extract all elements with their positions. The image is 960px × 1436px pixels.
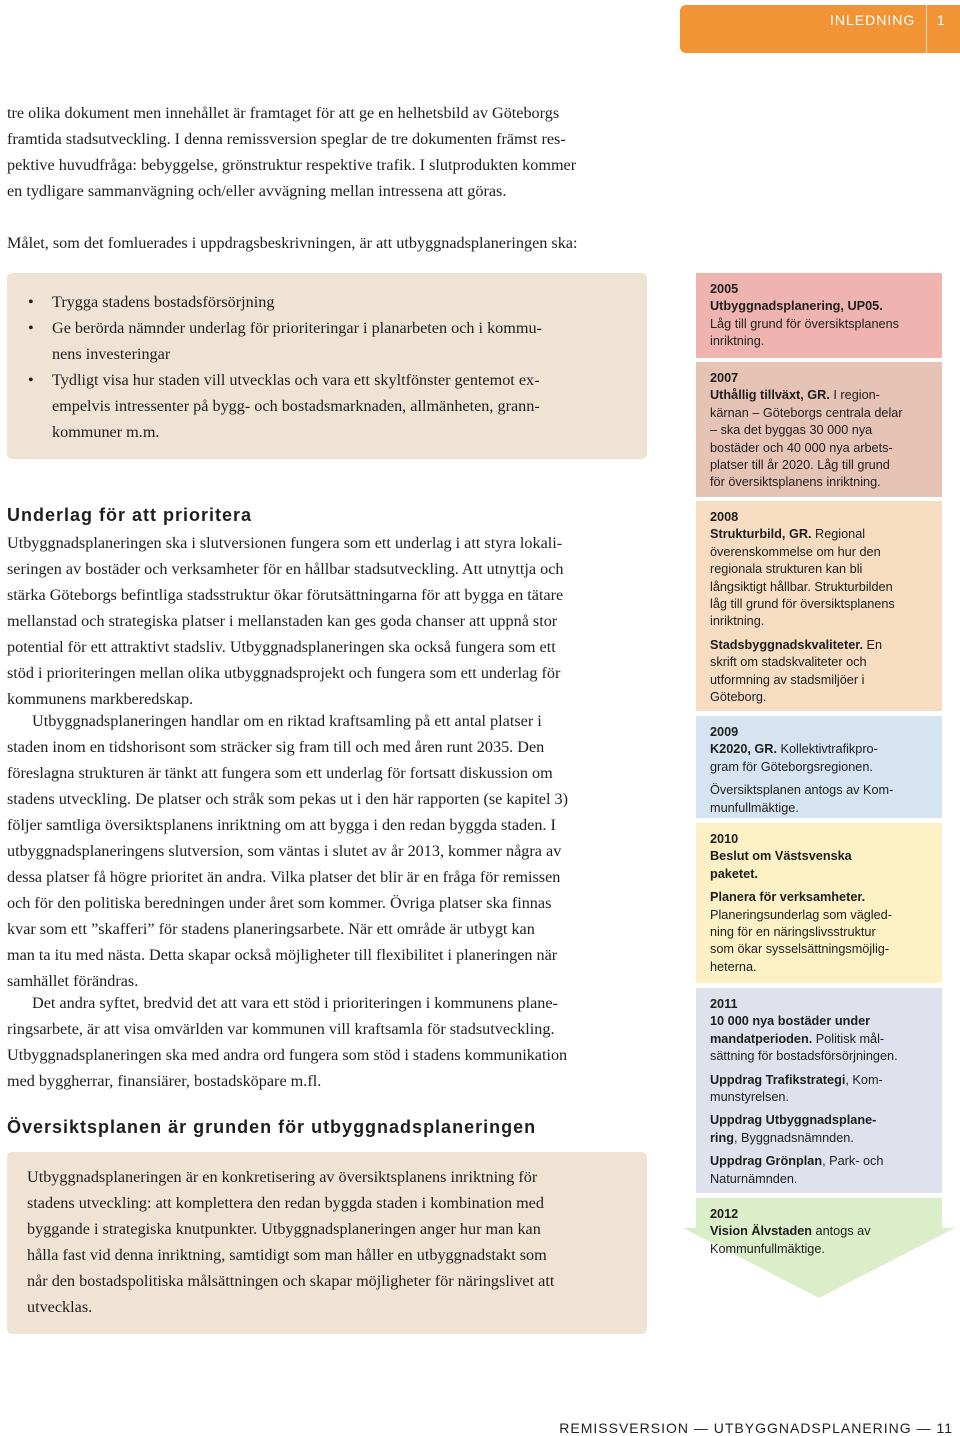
timeline-year: 2010	[710, 832, 739, 846]
timeline-text-line: Planeringsunderlag som vägled-	[710, 907, 892, 922]
timeline-year: 2005	[710, 282, 739, 296]
timeline-entry-2007	[696, 362, 942, 497]
text-line: en tydligare sammanvägning och/eller avvägning mellan intressena att göras.	[7, 182, 507, 200]
goal-sentence: Målet, som det fomluerades i uppdragsbeskrivningen, är att utbyggnadsplaneringen ska:	[7, 234, 578, 252]
text-line: Det andra syftet, bredvid det att vara ett stöd i prioriteringen i kommunens plane-	[32, 994, 558, 1012]
timeline-year: 2007	[710, 371, 739, 385]
chapter-tab-divider	[926, 5, 927, 53]
text-line: man ta itu med nästa. Detta skapar också möjligheter till flexibilitet i planeringen när	[7, 946, 558, 964]
timeline-text-line: platser till år 2020. Låg till grund	[710, 458, 890, 473]
text-line: potential för ett attraktivt stadsliv. Utbyggnadsplaneringen ska också fungera som ett	[7, 638, 556, 656]
text-line: Utbyggnadsplaneringen ska med andra ord fungera som stöd i stadens kommunikation	[7, 1046, 568, 1064]
timeline-text-line: låg till grund för översiktsplanens	[710, 597, 895, 612]
timeline-text-line: bostäder och 40 000 nya arbets-	[710, 440, 893, 455]
timeline-year: 2012	[710, 1207, 739, 1221]
text-line: stärka Göteborgs befintliga stadsstruktur ökar förutsättningarna för att bygga en tätare	[7, 586, 564, 604]
timeline-text-line: skrift om stadskvaliteter och	[710, 655, 867, 670]
text-line: och för den politiska beredningen under året som kommer. Övriga platser ska finnas	[7, 894, 552, 912]
timeline-text-line: Vision Älvstaden antogs av	[710, 1224, 871, 1239]
timeline-entry-2012	[696, 1198, 942, 1268]
timeline-text-line: – ska det byggas 30 000 nya	[710, 423, 873, 438]
timeline-text-line: Uppdrag Utbyggnadsplane-	[710, 1113, 877, 1128]
body-paragraph	[7, 530, 647, 712]
text-line: kommuner m.m.	[52, 423, 160, 441]
timeline-text-line: K2020, GR. Kollektivtrafikpro-	[710, 742, 878, 757]
timeline-year: 2008	[710, 510, 739, 524]
timeline-text-line: som ökar sysselsättningsmöjlig-	[710, 942, 890, 957]
body-paragraph	[7, 708, 647, 994]
timeline-text-line: paketet.	[710, 866, 758, 881]
text-line: mellanstad och strategiska platser i mellanstaden kan ges goda chanser att uppnå stor	[7, 612, 558, 630]
chapter-tab	[680, 5, 960, 53]
chapter-number: 1	[937, 12, 945, 28]
timeline-text-line: inriktning.	[710, 614, 765, 629]
timeline-text-line: gram för Göteborgsregionen.	[710, 759, 873, 774]
timeline-text-line: Kommunfullmäktige.	[710, 1241, 825, 1256]
text-line: framtida stadsutveckling. I denna remissversion speglar de tre dokumenten främst res-	[7, 130, 566, 148]
timeline-text-line: Uppdrag Trafikstrategi, Kom-	[710, 1072, 883, 1087]
timeline-text-line: Naturnämnden.	[710, 1171, 798, 1186]
text-line: byggande i strategiska knutpunkter. Utbyggnadsplaneringen anger hur man kan	[27, 1220, 541, 1238]
text-line: stadens utveckling: att komplettera den redan byggda staden i kombination med	[27, 1194, 544, 1212]
section-heading: Översiktsplanen är grunden för utbyggnadsplaneringen	[7, 1117, 537, 1137]
timeline-text-line: munfullmäktige.	[710, 800, 799, 815]
text-line: pektive huvudfråga: bebyggelse, grönstruktur respektive trafik. I slutprodukten kommer	[7, 156, 577, 174]
timeline-text-line: regionala strukturen kan bli	[710, 562, 863, 577]
text-line: kommunens markberedskap.	[7, 690, 194, 708]
text-line: stöd i prioriteringen mellan olika utbyggnadsprojekt och fungera som ett underlag för	[7, 664, 561, 682]
timeline-text-line: ning för en näringslivsstruktur	[710, 925, 876, 940]
timeline-entry-2005	[696, 273, 942, 358]
summary-text	[27, 1164, 622, 1320]
text-line: empelvis intressenter på bygg- och bostadsmarknaden, allmänheten, grann-	[52, 397, 540, 415]
timeline-text-line: Uppdrag Grönplan, Park- och	[710, 1154, 884, 1169]
timeline-text-line: Planera för verksamheter.	[710, 890, 866, 905]
timeline-text-line: Utbyggnadsplanering, UP05.	[710, 299, 883, 314]
text-line: kvar som ett ”skafferi” för stadens planeringsarbete. När ett område är utbygt kan	[7, 920, 535, 938]
text-line: utvecklas.	[27, 1298, 93, 1316]
text-line: • Ge berörda nämnder underlag för prioriteringar i planarbeten och i kommu-	[52, 319, 542, 337]
section-heading: Underlag för att prioritera	[7, 505, 253, 525]
text-line: samhället förändras.	[7, 972, 139, 990]
timeline-text-line: överenskommelse om hur den	[710, 544, 881, 559]
text-line: med byggherrar, finansiärer, bostadsköpare m.fl.	[7, 1072, 322, 1090]
timeline-text-line: Strukturbild, GR. Regional	[710, 527, 866, 542]
text-line: dessa platser få högre prioritet än andra. Vilka platser det blir är en fråga för remissen	[7, 868, 561, 886]
text-line: når den bostadspolitiska målsättningen och skapar möjligheter för näringslivet att	[27, 1272, 555, 1290]
timeline-text-line: Översiktsplanen antogs av Kom-	[710, 783, 894, 798]
timeline-text-line: heterna.	[710, 959, 757, 974]
timeline-text-line: Beslut om Västsvenska	[710, 849, 852, 864]
timeline-text-line: Uthållig tillväxt, GR. I region-	[710, 388, 880, 403]
text-line: staden inom en tidshorisont som sträcker sig fram till och med åren runt 2035. Den	[7, 738, 545, 756]
timeline-entry-2008	[696, 501, 942, 711]
timeline-text-line: utformning av stadsmiljöer i	[710, 672, 865, 687]
text-line: Utbyggnadsplaneringen ska i slutversionen fungera som ett underlag i att styra lokali-	[7, 534, 563, 552]
timeline-text-line: långsiktigt hållbar. Strukturbilden	[710, 579, 893, 594]
text-line: ringsarbete, är att visa omvärlden var kommunen vill kraftsamla för stadsutveckling.	[7, 1020, 555, 1038]
body-paragraph	[7, 990, 647, 1094]
timeline-text-line: munstyrelsen.	[710, 1090, 789, 1105]
text-line: Utbyggnadsplaneringen handlar om en riktad kraftsamling på ett antal platser i	[32, 712, 542, 730]
timeline-entry-2009	[696, 716, 942, 818]
timeline-text-line: kärnan – Göteborgs centrala delar	[710, 405, 903, 420]
text-line: nens investeringar	[52, 345, 171, 363]
goal-item	[28, 289, 618, 315]
text-line: seringen av bostäder och verksamheter för en hållbar stadsutveckling. Att utnyttja och	[7, 560, 564, 578]
text-line: tre olika dokument men innehållet är framtaget för att ge en helhetsbild av Göteborgs	[7, 104, 560, 122]
goal-item	[28, 367, 618, 445]
text-line: Utbyggnadsplaneringen är en konkretisering av översiktsplanens inriktning för	[27, 1168, 538, 1186]
timeline-text-line: för översiktsplanens inriktning.	[710, 475, 881, 490]
timeline-text-line: mandatperioden. Politisk mål-	[710, 1031, 885, 1046]
timeline-text-line: 10 000 nya bostäder under	[710, 1014, 871, 1029]
chapter-label: INLEDNING	[830, 12, 916, 28]
timeline-text-line: ring, Byggnadsnämnden.	[710, 1130, 854, 1145]
timeline-text-line: sättning för bostadsförsörjningen.	[710, 1049, 898, 1064]
timeline-entry-2011	[696, 988, 942, 1193]
timeline-year: 2009	[710, 725, 739, 739]
timeline-text-line: Göteborg.	[710, 690, 767, 705]
text-line: följer samtliga översiktsplanens inriktning om att bygga i den redan byggda staden. I	[7, 816, 556, 834]
text-line: föreslagna strukturen är tänkt att fungera som ett underlag för fortsatt diskussion om	[7, 764, 553, 782]
timeline-year: 2011	[710, 997, 738, 1011]
goal-item	[28, 315, 618, 367]
text-line: stadens utveckling. De platser och stråk som pekas ut i den här rapporten (se kapitel 3)	[7, 790, 568, 808]
goals-list	[28, 289, 618, 445]
timeline-text-line: Stadsbyggnadskvaliteter. En	[710, 637, 883, 652]
text-line: • Trygga stadens bostadsförsörjning	[52, 293, 275, 311]
intro-paragraph	[7, 100, 647, 204]
timeline-text-line: Låg till grund för översiktsplanens	[710, 316, 900, 331]
timeline-entry-2010	[696, 823, 942, 983]
text-line: hålla fast vid denna inriktning, samtidigt som man håller en utbyggnadstakt som	[27, 1246, 547, 1264]
page-footer: REMISSVERSION — UTBYGGNADSPLANERING — 11	[559, 1420, 953, 1436]
text-line: • Tydligt visa hur staden vill utvecklas och vara ett skyltfönster gentemot ex-	[52, 371, 540, 389]
timeline-text-line: inriktning.	[710, 334, 765, 349]
text-line: utbyggnadsplaneringens slutversion, som väntas i slutet av år 2013, kommer några av	[7, 842, 562, 860]
